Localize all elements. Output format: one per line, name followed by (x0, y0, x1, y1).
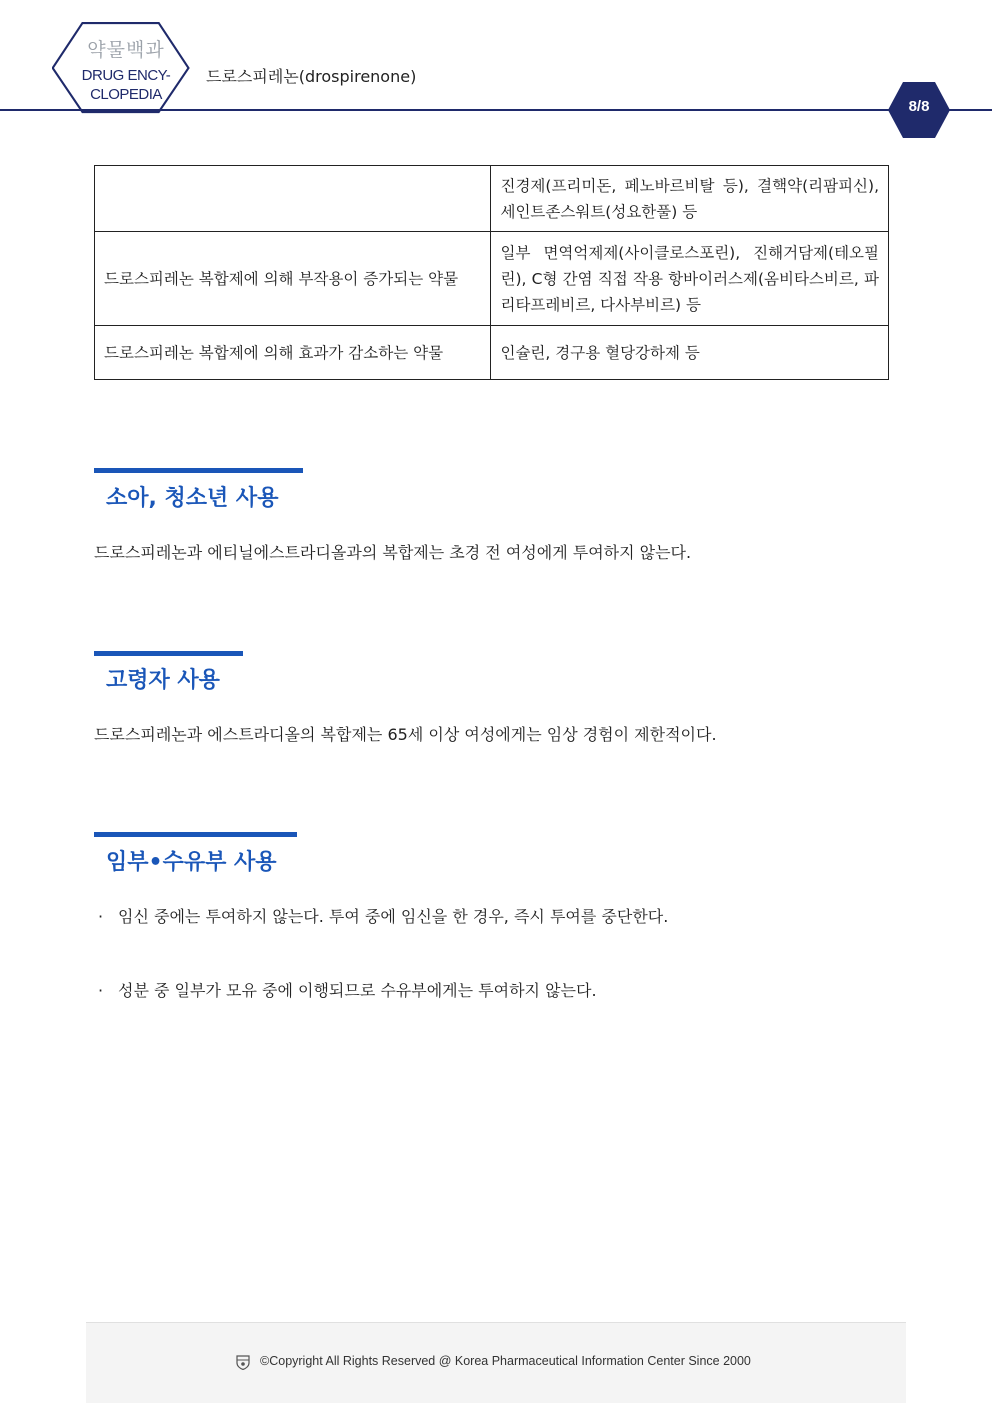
section-title-pediatric: 소아, 청소년 사용 (106, 486, 279, 511)
table-cell-right: 진경제(프리미돈, 페노바르비탈 등), 결핵약(리팜피신), 세인트존스워트(성요한풀) 등 (491, 166, 889, 232)
bullet-dot: · (98, 907, 104, 926)
list-item-text: 성분 중 일부가 모유 중에 이행되므로 수유부에게는 투여하지 않는다. (118, 981, 597, 1000)
section-title-pregnancy: 임부•수유부 사용 (106, 850, 277, 875)
list-item-text: 임신 중에는 투여하지 않는다. 투여 중에 임신을 한 경우, 즉시 투여를 중단한다. (118, 907, 669, 926)
page-number: 8/8 (908, 98, 930, 115)
list-item (98, 978, 597, 1001)
table-row (95, 232, 889, 326)
section-bar-pediatric (94, 468, 303, 473)
table-row (95, 166, 889, 232)
table-cell-left (95, 166, 491, 232)
table-cell-left: 드로스피레논 복합제에 의해 효과가 감소하는 약물 (95, 326, 491, 380)
document-title: 드로스피레논(drospirenone) (206, 67, 417, 86)
logo-english-line1: DRUG ENCY- (81, 67, 171, 84)
logo (76, 38, 176, 104)
section-bar-pregnancy (94, 832, 297, 837)
header-rule (0, 109, 992, 111)
section-text-pediatric: 드로스피레논과 에티닐에스트라디올과의 복합제는 초경 전 여성에게 투여하지 않는다. (94, 543, 692, 562)
section-title-elderly: 고령자 사용 (106, 668, 220, 693)
interaction-table (94, 165, 889, 380)
table-cell-right: 인슐린, 경구용 혈당강하제 등 (491, 326, 889, 380)
logo-english-line2: CLOPEDIA (90, 86, 162, 103)
logo-korean: 약물백과 (87, 39, 165, 61)
bullet-dot: · (98, 981, 104, 1000)
table-row (95, 326, 889, 380)
footer-copyright: ©Copyright All Rights Reserved @ Korea Pharmaceutical Information Center Since 2000 (260, 1354, 751, 1368)
section-text-elderly: 드로스피레논과 에스트라디올의 복합제는 65세 이상 여성에게는 임상 경험이 제한적이다. (94, 725, 717, 744)
list-item (98, 904, 668, 927)
table-cell-right: 일부 면역억제제(사이클로스포린), 진해거담제(테오필린), C형 간염 직접 작용 항바이러스제(옴비타스비르, 파리타프레비르, 다사부비르) 등 (491, 232, 889, 326)
crest-icon (236, 1354, 250, 1370)
section-bar-elderly (94, 651, 243, 656)
table-cell-left: 드로스피레논 복합제에 의해 부작용이 증가되는 약물 (95, 232, 491, 326)
